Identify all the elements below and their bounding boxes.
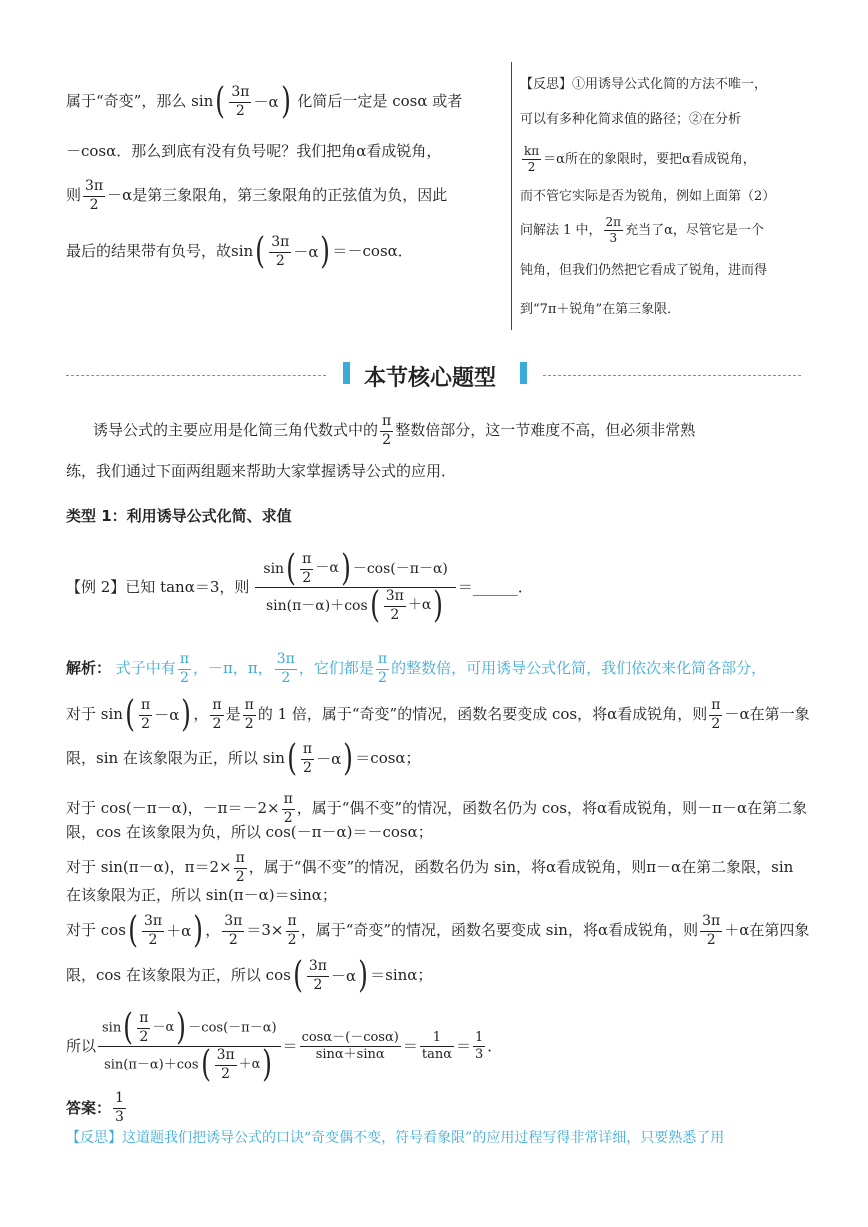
left-line-3: 则 $\frac{3\pi}{2}$ －α是第三象限角，第三象限角的正弦值为负，因此 (66, 178, 448, 213)
section-divider-right (543, 375, 801, 376)
intro-line-2: 练，我们通过下面两组题来帮助大家掌握诱导公式的应用． (66, 462, 457, 480)
left-line-4: 最后的结果带有负号，故sin ( 3π 2 －α ) ＝－cosα． (66, 234, 413, 270)
section-bar-right (520, 362, 527, 384)
solution-p3-line-2: 在该象限为正，所以 sin(π－α)＝sinα； (66, 886, 337, 904)
solution-p2-line-1: 对于 cos(－π－α)，－π＝－2× $\frac{\pi}{2}$ ，属于“偶不变”的情况，函数名仍为 cos，将α看成锐角，则－π－α在第二象 (66, 791, 808, 826)
solution-intro: 解析： 式子中有 $\frac{\pi}{2}$ ，－π，π， $\frac{3\pi}{2}$ ，它们都是 $\frac{\pi}{2}$ 的整数倍，可用诱导公式化简，我们依次来化简各部分， (66, 651, 767, 686)
reflection-bottom: 【反思】这道题我们把诱导公式的口诀“奇变偶不变，符号看象限”的应用过程写得非常详细，只要熟悉了用 (66, 1130, 725, 1146)
left-line-2: －cosα．那么到底有没有负号呢？我们把角α看成锐角， (66, 142, 442, 160)
left-line-1: 属于“奇变”，那么 sin ( 3π 2 －α ) 化简后一定是 cosα 或者 (66, 84, 462, 120)
solution-final: 所以 sin ( π 2 －α ) －cos(－π－α) sin(π－α)＋cos ( 3π 2 ＋α ) ＝ cosα－(－cosα) sinα＋sinα ＝ 1 tanα ＝ 1 3 ． (66, 1010, 502, 1083)
solution-p2-line-2: 限，cos 在该象限为负，所以 cos(－π－α)＝－cosα； (66, 823, 433, 841)
column-divider (511, 62, 512, 330)
type1-heading: 类型 1：利用诱导公式化简、求值 (66, 507, 292, 525)
example-fraction: sin ( π 2 －α ) －cos(－π－α) sin(π－α)＋cos ( 3π 2 ＋α ) (255, 551, 456, 624)
solution-p1-line-2: 限，sin 在该象限为正，所以 sin ( π 2 －α ) ＝cosα； (66, 741, 421, 777)
section-title: 本节核心题型 (364, 366, 497, 391)
solution-p1-line-1: 对于 sin ( π 2 －α ) ， $\frac{\pi}{2}$ 是 $\frac{\pi}{2}$ 的 1 倍，属于“奇变”的情况，函数名要变成 cos，将α看成锐角，则 $\frac{\pi}{2}$ －α在第一象 (66, 697, 810, 733)
section-divider-left (66, 375, 326, 376)
answer: 答案： 1 3 (66, 1090, 124, 1125)
solution-p4-line-1: 对于 cos ( 3π 2 ＋α ) ， $\frac{3\pi}{2}$ ＝3× $\frac{\pi}{2}$ ，属于“奇变”的情况，函数名要变成 sin，将α看成锐角，则 $\frac{3\pi}{2}$ ＋α在第四象 (66, 913, 809, 949)
intro-line-1: 诱导公式的主要应用是化简三角代数式中的 $\frac{\pi}{2}$ 整数倍部分，这一节难度不高，但必须非常熟 (93, 413, 696, 448)
example-2: 【例 2】已知 tanα＝3，则 sin ( π 2 －α ) －cos(－π－α) sin(π－α)＋cos ( 3π 2 ＋α ) ＝______． (66, 551, 533, 624)
solution-p4-line-2: 限，cos 在该象限为正，所以 cos ( 3π 2 －α ) ＝sinα； (66, 958, 432, 994)
fraction: ( 3π 2 (231, 84, 250, 119)
section-bar-left (343, 362, 350, 384)
solution-p3-line-1: 对于 sin(π－α)，π＝2× $\frac{\pi}{2}$ ，属于“偶不变”的情况，函数名仍为 sin，将α看成锐角，则π－α在第二象限，sin (66, 850, 794, 885)
